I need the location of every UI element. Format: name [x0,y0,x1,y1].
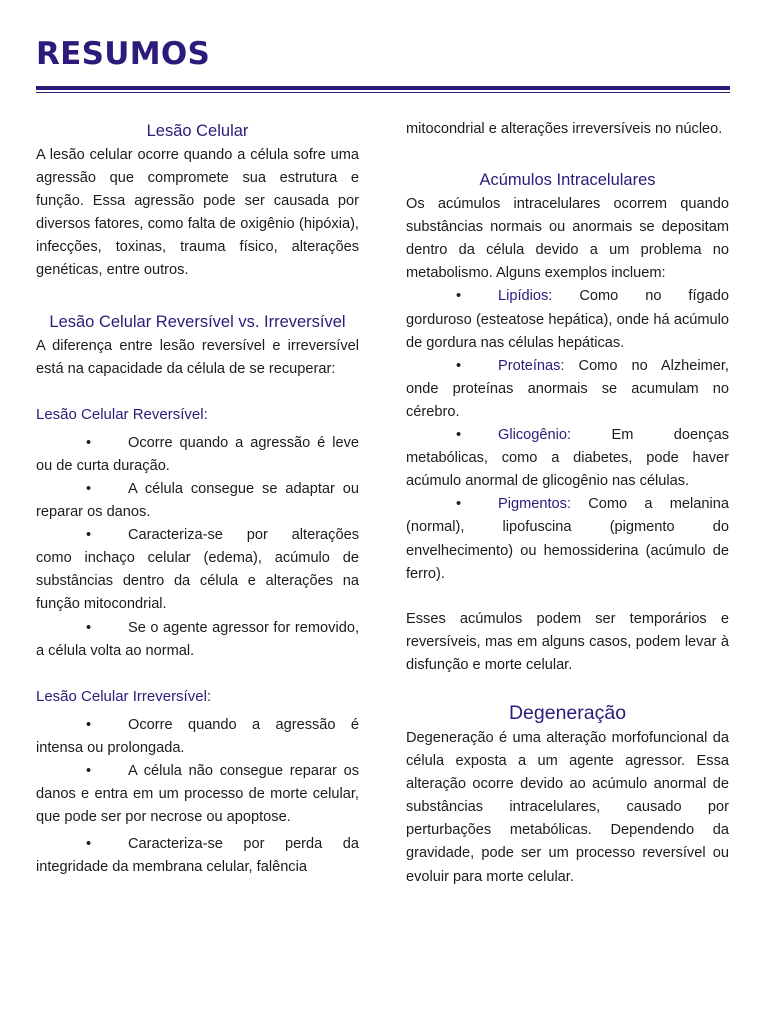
list-item-text: A célula consegue se adaptar ou reparar os danos. [36,480,359,521]
list-item-text: Ocorre quando a agressão é intensa ou prolongada. [36,716,359,756]
term-proteinas: Proteínas: [498,357,565,374]
right-column [406,118,729,889]
list-item [406,355,729,424]
list-item [36,524,359,616]
page-title: RESUMOS [36,36,211,72]
acumulos-closing-paragraph: Esses acúmulos podem ser temporários e reversíveis, mas em alguns casos, podem levar à disfunção e morte celular. [406,610,729,673]
list-item [36,617,359,663]
lesao-celular-paragraph: A lesão celular ocorre quando a célula sofre uma agressão que compromete sua estrutura e função. Essa agressão pode ser causada por diversos fatores, como falta de oxigênio (hipóxia), infecções, toxinas, trauma físico, alterações genéticas, entre outros. [36,147,359,279]
list-item [36,714,359,760]
bullet-icon: • [456,427,462,444]
list-item-text: Caracteriza-se por perda da integridade da membrana celular, falência [36,836,359,876]
section-title-degeneracao: Degeneração [508,701,627,724]
section-title-reversivel-vs-irreversivel: Lesão Celular Reversível vs. Irreversível [49,312,346,331]
list-item-text: Se o agente agressor for removido, a célula volta ao normal. [36,619,359,659]
list-item [406,493,729,585]
section-title-acumulos: Acúmulos Intracelulares [479,171,656,190]
list-item [406,285,729,354]
bullet-icon: • [456,496,462,513]
left-column [36,118,359,879]
acumulos-paragraph: Os acúmulos intracelulares ocorrem quando substâncias normais ou anormais se depositam dentro da célula devido a um problema no metabolismo. Alguns exemplos incluem: [406,196,729,282]
list-item [36,432,359,478]
header-divider-thick [36,86,730,90]
term-lipidios: Lipídios: [498,288,553,305]
list-item-text: A célula não consegue reparar os danos e entra em um processo de morte celular, que pode ser por necrose ou apoptose. [36,762,359,826]
section-title-lesao-celular: Lesão Celular [146,122,249,140]
term-pigmentos: Pigmentos: [498,496,572,513]
subsection-title-irreversivel: Lesão Celular Irreversível: [36,687,212,705]
subsection-title-reversivel: Lesão Celular Reversível: [36,405,208,423]
list-item-text: Como no fígado gorduroso (esteatose hepática), onde há acúmulo de gordura nas células hepáticas. [406,288,729,351]
list-item-text: Como no Alzheimer, onde proteínas anormais se acumulam no cérebro. [406,357,729,420]
header-divider-thin [36,92,730,93]
list-item-text: Como a melanina (normal), lipofuscina (pigmento do envelhecimento) ou hemossiderina (acúmulo de ferro). [406,496,729,582]
bullet-icon: • [86,762,92,779]
bullet-icon: • [86,527,92,544]
list-item-text: Caracteriza-se por alterações como inchaço celular (edema), acúmulo de substâncias dentro da célula e alterações na função mitocondrial. [36,527,359,613]
bullet-icon: • [86,619,92,636]
list-item-text: Em doenças metabólicas, como a diabetes, pode haver acúmulo anormal de glicogênio nas células. [406,427,729,490]
list-item-text: Ocorre quando a agressão é leve ou de curta duração. [36,434,359,474]
degeneracao-paragraph: Degeneração é uma alteração morfofuncional da célula exposta a um agente agressor. Essa alteração ocorre devido ao acúmulo anormal de substâncias intracelulares, causado por perturbações metabólicas. Dependendo da gravidade, pode ser um processo reversível ou evoluir para morte celular. [406,729,729,885]
bullet-icon: • [86,434,92,451]
list-item [36,833,359,879]
list-item [36,478,359,524]
continuation-paragraph: mitocondrial e alterações irreversíveis no núcleo. [406,121,723,137]
bullet-icon: • [456,357,462,374]
list-item [36,760,359,829]
bullet-icon: • [86,836,92,853]
bullet-icon: • [456,288,462,305]
bullet-icon: • [86,480,92,497]
list-item [406,424,729,493]
term-glicogenio: Glicogênio: [498,427,572,444]
bullet-icon: • [86,716,92,733]
reversivel-vs-irreversivel-paragraph: A diferença entre lesão reversível e irreversível está na capacidade da célula de se recuperar: [36,337,359,377]
